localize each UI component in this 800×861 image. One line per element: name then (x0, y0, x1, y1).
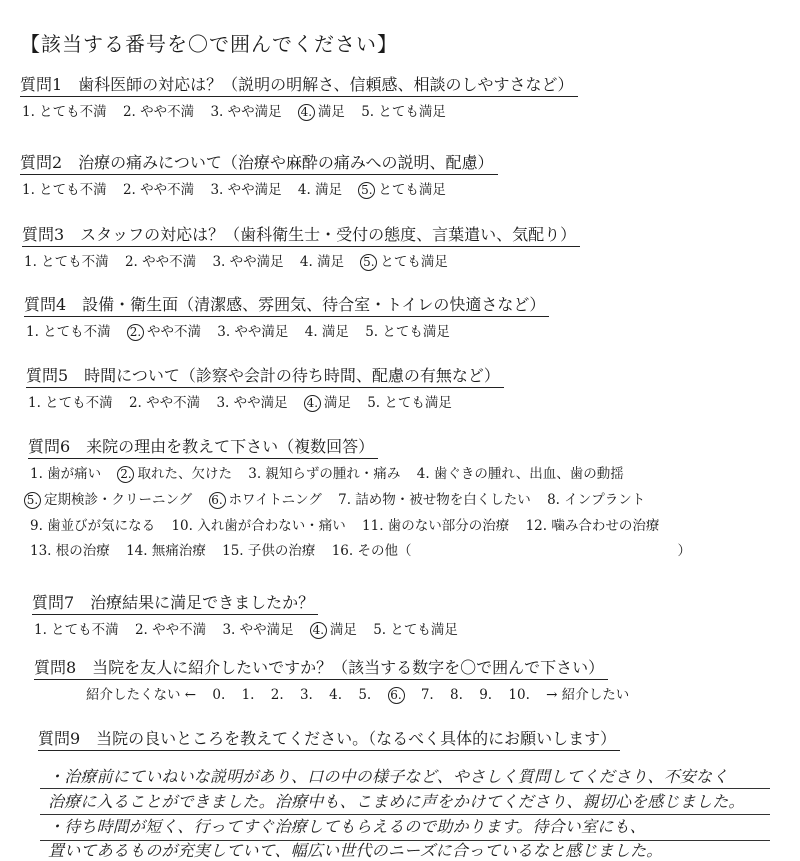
circled-option-5[interactable]: 5. (358, 182, 375, 199)
option-16[interactable]: 16. その他（ (331, 543, 412, 559)
option-3[interactable]: 3. やや満足 (210, 182, 282, 198)
option-4[interactable]: 4. 満足 (304, 324, 349, 340)
scale-2[interactable]: 2. (270, 687, 284, 703)
option-5-label: とても満足 (380, 254, 448, 270)
question-5-options (26, 391, 504, 412)
option-11[interactable]: 11. 歯のない部分の治療 (362, 518, 510, 534)
option-1[interactable]: 1. とても不満 (24, 254, 109, 270)
option-14[interactable]: 14. 無痛治療 (126, 543, 206, 559)
option-1[interactable]: 1. とても不満 (22, 104, 107, 120)
scale-4[interactable]: 4. (329, 687, 343, 703)
option-4[interactable]: 4. 歯ぐきの腫れ、出血、歯の動揺 (416, 466, 624, 482)
question-4-options (24, 320, 549, 341)
option-4-label: 満足 (329, 622, 357, 638)
question-3-heading: 質問3 スタッフの対応は？（歯科衛生士・受付の態度、言葉遣い、気配り） (22, 222, 580, 247)
question-6-heading: 質問6 来院の理由を教えて下さい（複数回答） (28, 434, 378, 459)
question-7-heading: 質問7 治療結果に満足できましたか？ (32, 590, 318, 615)
option-4[interactable]: 4. 満足 (297, 182, 343, 198)
question-6 (28, 434, 691, 559)
scale-1[interactable]: 1. (241, 687, 255, 703)
question-7 (32, 590, 470, 639)
question-7-options (32, 618, 470, 639)
option-7[interactable]: 7. 詰め物・被せ物を白くしたい (338, 492, 531, 508)
question-8 (34, 655, 641, 704)
option-3[interactable]: 3. やや満足 (217, 324, 289, 340)
option-10[interactable]: 10. 入れ歯が合わない・痛い (171, 518, 346, 534)
page-title: 【該当する番号を〇で囲んでください】 (20, 32, 398, 56)
option-5[interactable]: 5. とても満足 (367, 395, 452, 411)
scale-right-label: → 紹介したい (546, 687, 630, 703)
question-3 (22, 222, 580, 271)
scale-0[interactable]: 0. (212, 687, 226, 703)
circled-option-2[interactable]: 2. (117, 466, 134, 483)
option-5[interactable]: 5. とても満足 (361, 104, 446, 120)
circled-option-4[interactable]: 4. (304, 395, 321, 412)
question-5-heading: 質問5 時間について（診察や会計の待ち時間、配慮の有無など） (26, 363, 504, 388)
option-1[interactable]: 1. とても不満 (22, 182, 107, 198)
scale-3[interactable]: 3. (299, 687, 313, 703)
handwritten-answer-line: ・治療前にていねいな説明があり、口の中の様子など、やさしく質問してくださり、不安なく (48, 767, 729, 786)
option-3[interactable]: 3. やや満足 (210, 104, 282, 120)
option-1[interactable]: 1. とても不満 (26, 324, 111, 340)
question-5 (26, 363, 504, 412)
option-9[interactable]: 9. 歯並びが気になる (30, 518, 156, 534)
question-3-options (22, 250, 580, 271)
other-close-paren: ） (677, 543, 691, 559)
scale-9[interactable]: 9. (479, 687, 493, 703)
option-3[interactable]: 3. やや満足 (212, 254, 284, 270)
question-1-heading: 質問1 歯科医師の対応は？（説明の明解さ、信頼感、相談のしやすさなど） (20, 72, 578, 97)
option-5[interactable]: 5. とても満足 (365, 324, 450, 340)
question-4 (24, 292, 549, 341)
option-5-label: 定期検診・クリーニング (44, 492, 193, 508)
question-2 (20, 150, 498, 199)
option-2[interactable]: 2. やや不満 (128, 395, 201, 411)
circled-option-2[interactable]: 2. (127, 324, 144, 341)
question-2-heading: 質問2 治療の痛みについて（治療や麻酔の痛みへの説明、配慮） (20, 150, 498, 175)
scale-10[interactable]: 10. (508, 687, 530, 703)
option-15[interactable]: 15. 子供の治療 (222, 543, 316, 559)
question-9-heading: 質問9 当院の良いところを教えてください。（なるべく具体的にお願いします） (38, 726, 620, 751)
question-8-heading: 質問8 当院を友人に紹介したいですか？（該当する数字を〇で囲んで下さい） (34, 655, 608, 680)
option-1[interactable]: 1. とても不満 (34, 622, 119, 638)
option-2-label: 取れた、欠けた (137, 466, 232, 482)
question-2-options (20, 178, 498, 199)
option-5-label: とても満足 (378, 182, 446, 198)
handwritten-answer-line: 治療に入ることができました。治療中も、こまめに声をかけてくださり、親切心を感じました。 (48, 792, 745, 811)
scale-left-label: 紹介したくない ← (86, 687, 197, 703)
question-1 (20, 72, 578, 121)
option-12[interactable]: 12. 噛み合わせの治療 (525, 518, 660, 534)
option-2-label: やや不満 (146, 324, 201, 340)
question-6-line-3 (28, 514, 691, 534)
circled-option-4[interactable]: 4. (310, 622, 327, 639)
option-2[interactable]: 2. やや不満 (122, 104, 195, 120)
question-4-heading: 質問4 設備・衛生面（清潔感、雰囲気、待合室・トイレの快適さなど） (24, 292, 549, 317)
scale-8[interactable]: 8. (450, 687, 463, 703)
option-13[interactable]: 13. 根の治療 (30, 543, 110, 559)
option-2[interactable]: 2. やや不満 (134, 622, 207, 638)
question-1-options (20, 100, 578, 121)
option-1[interactable]: 1. とても不満 (28, 395, 113, 411)
circled-option-5[interactable]: 5. (24, 492, 41, 509)
option-5[interactable]: 5. とても満足 (373, 622, 458, 638)
option-4[interactable]: 4. 満足 (299, 254, 345, 270)
circled-option-5[interactable]: 5. (360, 254, 377, 271)
scale-5[interactable]: 5. (358, 687, 372, 703)
option-4-label: 満足 (317, 104, 345, 120)
option-3[interactable]: 3. やや満足 (222, 622, 294, 638)
circled-option-4[interactable]: 4. (298, 104, 315, 121)
question-6-line-1 (28, 462, 691, 483)
question-6-line-2 (22, 488, 691, 509)
circled-option-6[interactable]: 6. (209, 492, 226, 509)
option-3[interactable]: 3. やや満足 (216, 395, 288, 411)
scale-7[interactable]: 7. (420, 687, 434, 703)
option-1[interactable]: 1. 歯が痛い (30, 466, 102, 482)
question-6-line-4 (28, 539, 691, 559)
option-8[interactable]: 8. インプラント (547, 492, 646, 508)
option-4-label: 満足 (323, 395, 351, 411)
option-2[interactable]: 2. やや不満 (122, 182, 195, 198)
option-6-label: ホワイトニング (228, 492, 322, 508)
question-8-scale (34, 683, 641, 704)
question-9 (38, 726, 620, 751)
circled-scale-6[interactable]: 6. (388, 687, 405, 704)
option-2[interactable]: 2. やや不満 (124, 254, 197, 270)
handwritten-answer-line: 置いてあるものが充実していて、幅広い世代のニーズに合っているなと感じました。 (48, 841, 663, 860)
option-3[interactable]: 3. 親知らずの腫れ・痛み (248, 466, 401, 482)
handwritten-answer-line: ・待ち時間が短く、行ってすぐ治療してもらえるので助かります。待合い室にも、 (48, 817, 646, 836)
